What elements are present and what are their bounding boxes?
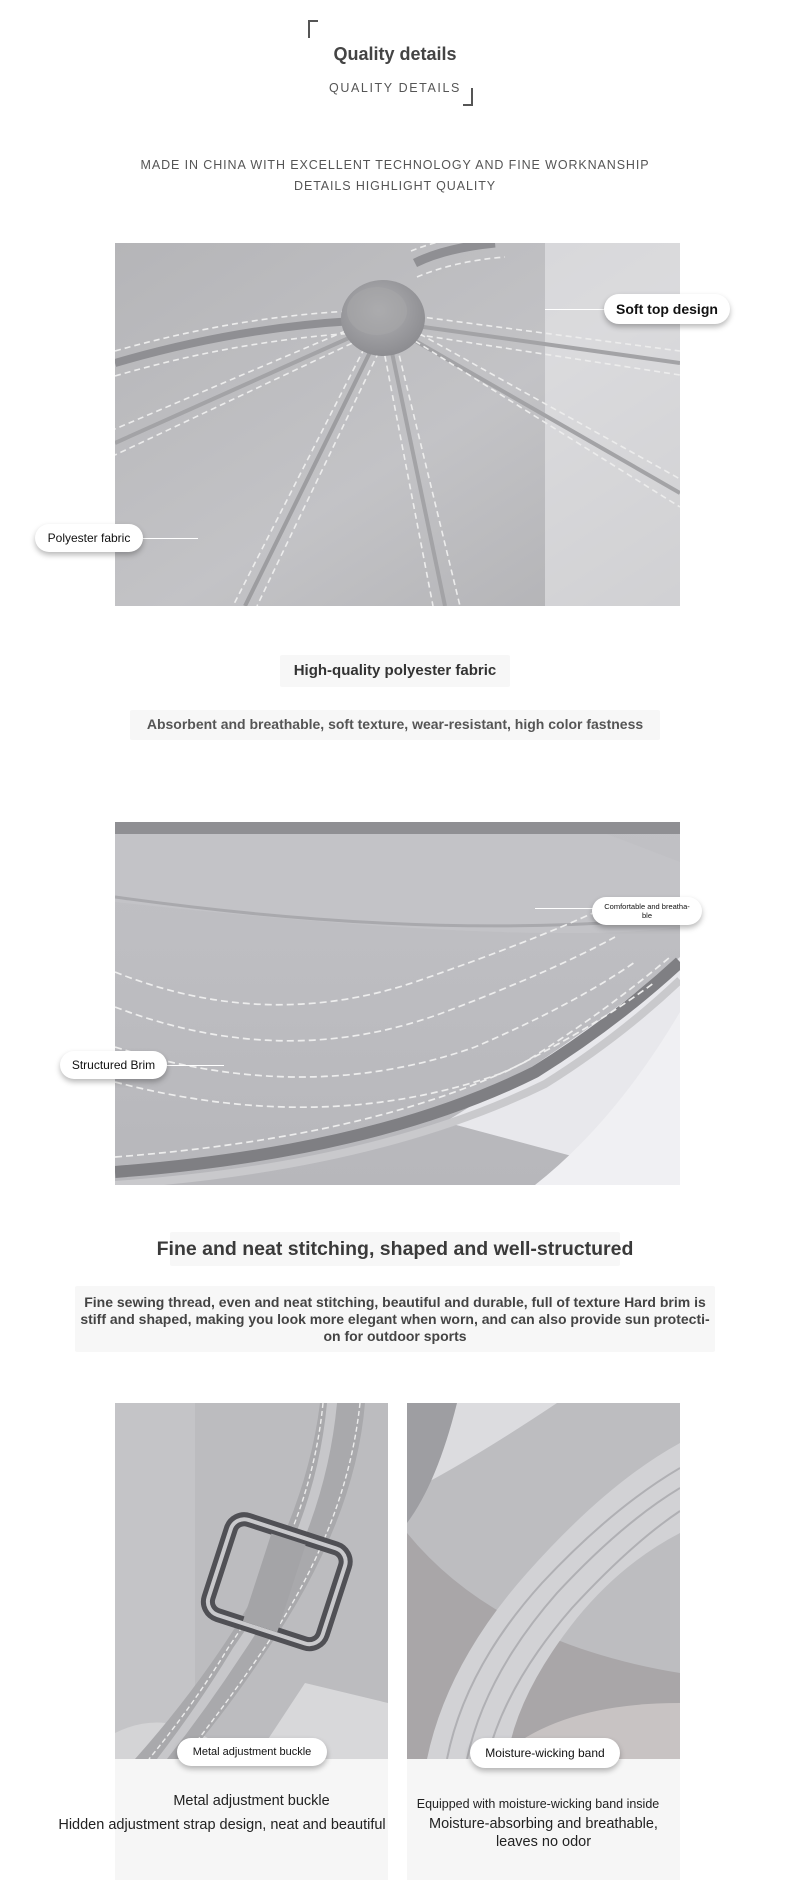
panel2-text-line-1: Fine sewing thread, even and neat stitching, beautiful and durable, full of texture Hard brim is: [84, 1294, 706, 1310]
leader-breathable: [535, 908, 593, 909]
brim-photo: [115, 822, 680, 1185]
page-subtitle: QUALITY DETAILS: [329, 81, 461, 95]
corner-bracket-bottom-right: [463, 88, 473, 106]
label-comfortable-breathable: [592, 897, 702, 925]
buckle-caption-text: Hidden adjustment strap design, neat and beautiful: [58, 1817, 386, 1833]
corner-bracket-top-left: [308, 20, 318, 38]
panel2-title: Fine and neat stitching, shaped and well-structured: [156, 1238, 634, 1260]
panel1-text: Absorbent and breathable, soft texture, wear-resistant, high color fastness: [146, 716, 644, 732]
buckle-photo: [115, 1403, 388, 1759]
panel2-text: [0, 1294, 790, 1345]
panel2-text-line-3: on for outdoor sports: [323, 1328, 467, 1344]
label-metal-buckle: Metal adjustment buckle: [177, 1738, 327, 1766]
panel2-text-line-2: stiff and shaped, making you look more elegant when worn, and can also provide sun protecti-: [80, 1311, 710, 1327]
intro-line-1: MADE IN CHINA WITH EXCELLENT TECHNOLOGY AND FINE WORKNANSHIP: [140, 158, 650, 172]
leader-soft-top: [545, 309, 605, 310]
buckle-caption-title: Metal adjustment buckle: [173, 1793, 330, 1809]
label-polyester-fabric: Polyester fabric: [35, 524, 143, 552]
label-structured-brim: Structured Brim: [60, 1051, 167, 1079]
panel1-title: High-quality polyester fabric: [293, 662, 497, 679]
label-breathable-line-2: ble: [641, 911, 652, 920]
buckle-illustration: [115, 1403, 388, 1759]
sweatband-caption-line-3: leaves no odor: [495, 1834, 592, 1850]
intro-text: [0, 155, 790, 197]
crown-top-photo: [115, 243, 680, 606]
leader-polyester: [143, 538, 198, 539]
intro-line-2: DETAILS HIGHLIGHT QUALITY: [294, 179, 496, 193]
sweatband-photo: [407, 1403, 680, 1759]
sweatband-illustration: [407, 1403, 680, 1759]
label-moisture-wicking: Moisture-wicking band: [470, 1738, 620, 1768]
sweatband-caption-title: Equipped with moisture-wicking band inside: [416, 1797, 660, 1811]
brim-illustration: [115, 822, 680, 1185]
label-soft-top-design: Soft top design: [604, 294, 730, 324]
sweatband-caption-line-2: Moisture-absorbing and breathable,: [429, 1816, 658, 1832]
page-title: Quality details: [333, 44, 457, 64]
leader-brim: [167, 1065, 224, 1066]
crown-top-illustration: [115, 243, 680, 606]
label-breathable-line-1: Comfortable and breatha-: [604, 902, 690, 911]
